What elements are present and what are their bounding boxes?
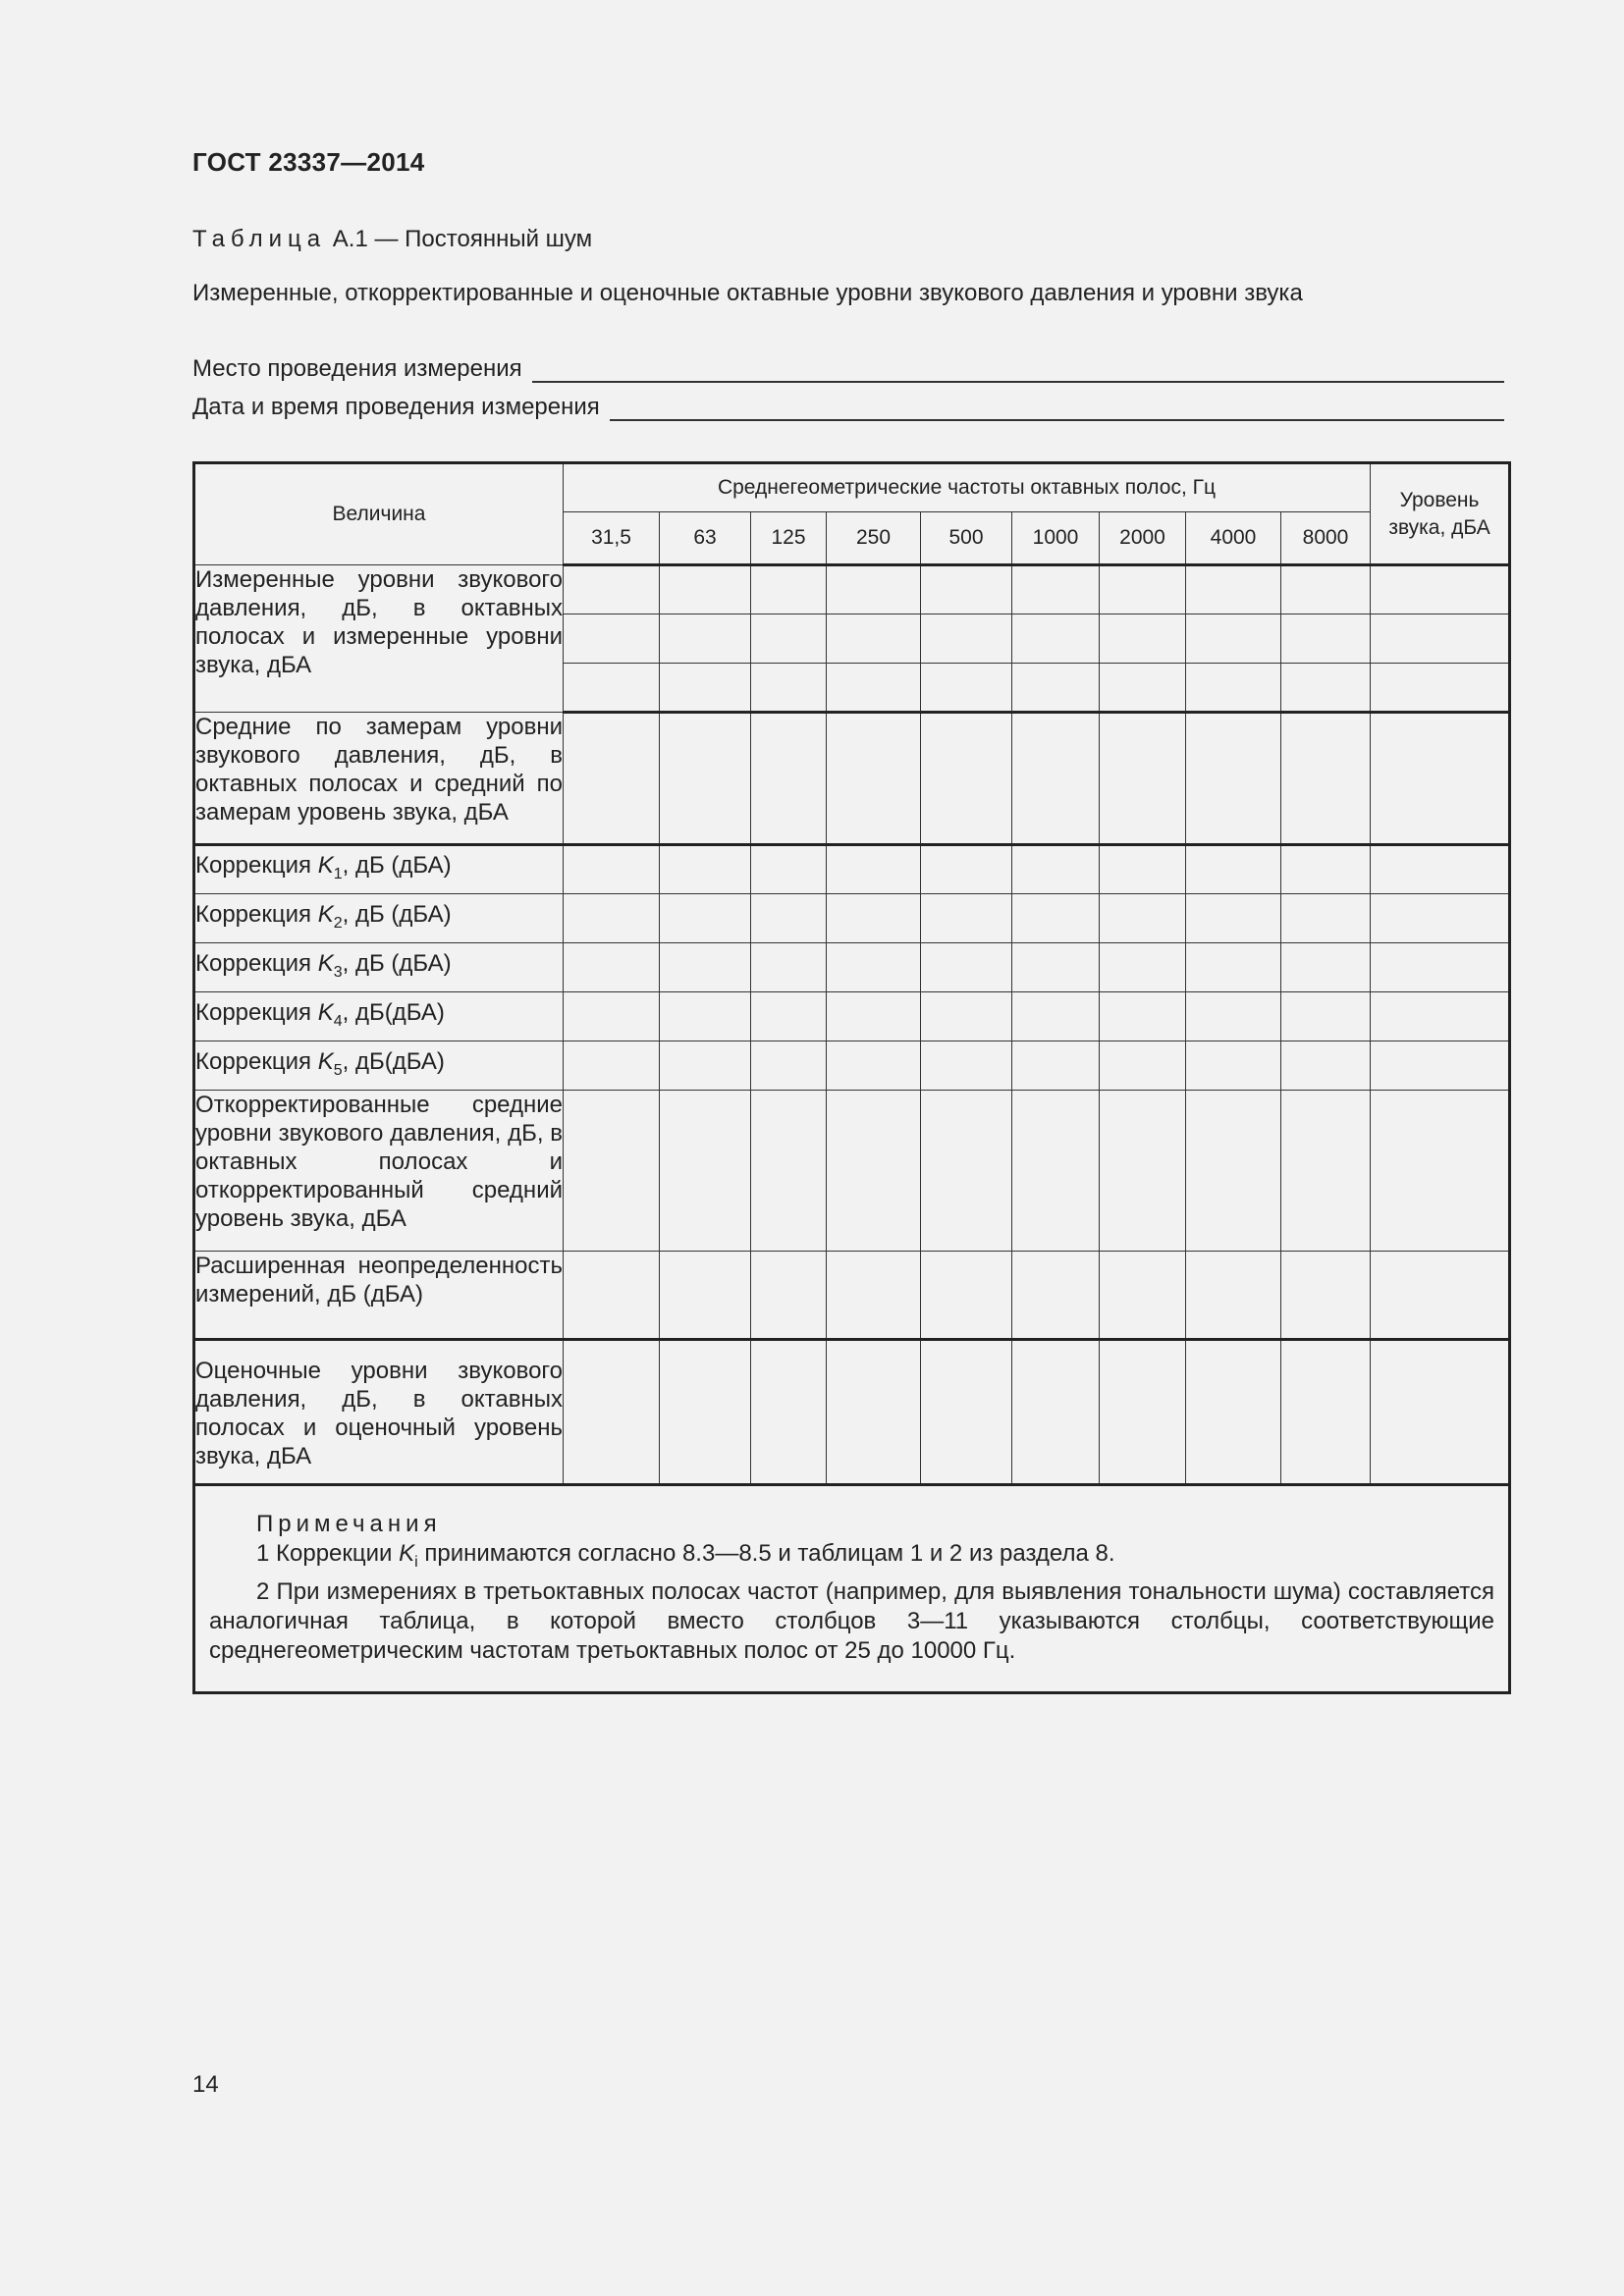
data-cell[interactable] <box>921 1091 1012 1252</box>
data-cell[interactable] <box>660 713 751 845</box>
data-cell[interactable] <box>921 614 1012 664</box>
data-cell[interactable] <box>1100 664 1186 713</box>
data-cell[interactable] <box>1100 1041 1186 1091</box>
frequency-header: 8000 <box>1281 512 1371 565</box>
data-cell[interactable] <box>1281 992 1371 1041</box>
data-cell[interactable] <box>660 943 751 992</box>
note-2: 2 При измерениях в третьоктавных полосах частот (например, для выявления тональности шума) составляется аналогичная таблица, в которой вместо столбцов 3—11 указываются столбцы, соответствующие среднегеометрическим частотам третьоктавных полос от 25 до 10000 Гц. <box>209 1577 1495 1664</box>
row-label-correction-k5: Коррекция $K_5$, дБ(дБА) <box>194 1041 564 1091</box>
data-cell[interactable] <box>1281 1340 1371 1485</box>
data-cell[interactable] <box>921 565 1012 614</box>
data-cell[interactable] <box>1012 1340 1100 1485</box>
table-subtitle: Измеренные, откорректированные и оценочные октавные уровни звукового давления и уровни звука <box>192 280 1303 306</box>
data-cell[interactable] <box>921 1041 1012 1091</box>
data-cell[interactable] <box>1371 894 1510 943</box>
row-label-average-levels: Средние по замерам уровни звукового давления, дБ, в октавных полосах и средний по замерам уровень звука, дБА <box>194 713 564 845</box>
data-cell[interactable] <box>564 845 660 894</box>
data-cell[interactable] <box>1012 1041 1100 1091</box>
data-cell[interactable] <box>1186 943 1281 992</box>
data-cell[interactable] <box>1012 845 1100 894</box>
data-cell[interactable] <box>1281 894 1371 943</box>
data-cell[interactable] <box>1281 845 1371 894</box>
column-header-quantity: Величина <box>194 463 564 565</box>
data-cell[interactable] <box>1100 894 1186 943</box>
data-cell[interactable] <box>1281 614 1371 664</box>
data-cell[interactable] <box>751 992 827 1041</box>
data-cell[interactable] <box>827 943 921 992</box>
row-label-correction-k3: Коррекция $K_3$, дБ (дБА) <box>194 943 564 992</box>
data-cell[interactable] <box>1371 1041 1510 1091</box>
data-cell[interactable] <box>660 1252 751 1340</box>
table-caption-title: — Постоянный шум <box>374 226 593 252</box>
data-cell[interactable] <box>1186 1041 1281 1091</box>
data-cell[interactable] <box>660 614 751 664</box>
data-cell[interactable] <box>1100 845 1186 894</box>
data-cell[interactable] <box>827 992 921 1041</box>
data-cell[interactable] <box>921 713 1012 845</box>
document-code: ГОСТ 23337—2014 <box>192 147 425 177</box>
data-cell[interactable] <box>564 943 660 992</box>
row-label-correction-k1: Коррекция $K_1$, дБ (дБА) <box>194 845 564 894</box>
data-cell[interactable] <box>921 943 1012 992</box>
frequency-header: 2000 <box>1100 512 1186 565</box>
data-cell[interactable] <box>1371 664 1510 713</box>
table-caption <box>192 226 592 253</box>
data-cell[interactable] <box>1186 894 1281 943</box>
data-cell[interactable] <box>827 664 921 713</box>
data-cell[interactable] <box>660 845 751 894</box>
data-cell[interactable] <box>827 1091 921 1252</box>
data-cell[interactable] <box>1100 1340 1186 1485</box>
frequency-header: 125 <box>751 512 827 565</box>
data-cell[interactable] <box>1281 664 1371 713</box>
data-cell[interactable] <box>1012 1252 1100 1340</box>
row-label-correction-k4: Коррекция $K_4$, дБ(дБА) <box>194 992 564 1041</box>
data-cell[interactable] <box>751 943 827 992</box>
data-cell[interactable] <box>1371 943 1510 992</box>
data-cell[interactable] <box>1100 1252 1186 1340</box>
table-caption-number: А.1 <box>332 226 368 252</box>
data-cell[interactable] <box>564 992 660 1041</box>
data-cell[interactable] <box>751 1252 827 1340</box>
data-cell[interactable] <box>1186 1340 1281 1485</box>
data-cell[interactable] <box>1371 614 1510 664</box>
data-cell[interactable] <box>564 1091 660 1252</box>
data-cell[interactable] <box>1100 943 1186 992</box>
data-cell[interactable] <box>564 894 660 943</box>
data-cell[interactable] <box>1012 614 1100 664</box>
frequency-header: 63 <box>660 512 751 565</box>
frequency-header: 4000 <box>1186 512 1281 565</box>
notes-title: Примечания <box>256 1511 442 1537</box>
data-cell[interactable] <box>751 1340 827 1485</box>
data-cell[interactable] <box>1186 565 1281 614</box>
data-cell[interactable] <box>1371 992 1510 1041</box>
data-cell[interactable] <box>1012 943 1100 992</box>
data-cell[interactable] <box>751 894 827 943</box>
data-cell[interactable] <box>751 1091 827 1252</box>
data-cell[interactable] <box>1186 845 1281 894</box>
data-cell[interactable] <box>1186 713 1281 845</box>
data-cell[interactable] <box>1371 713 1510 845</box>
data-cell[interactable] <box>1281 565 1371 614</box>
measurement-datetime-label: Дата и время проведения измерения <box>192 394 600 420</box>
data-cell[interactable] <box>827 565 921 614</box>
data-cell[interactable] <box>751 713 827 845</box>
measurement-place-blank[interactable] <box>532 359 1504 383</box>
data-cell[interactable] <box>1012 713 1100 845</box>
data-cell[interactable] <box>564 565 660 614</box>
data-cell[interactable] <box>1186 992 1281 1041</box>
data-cell[interactable] <box>1100 992 1186 1041</box>
data-cell[interactable] <box>1186 664 1281 713</box>
data-cell[interactable] <box>1281 1252 1371 1340</box>
data-cell[interactable] <box>827 713 921 845</box>
table-notes <box>194 1485 1510 1693</box>
table-caption-prefix: Таблица <box>192 226 327 252</box>
data-cell[interactable] <box>751 1041 827 1091</box>
column-header-sound-level: Уровень звука, дБА <box>1371 463 1510 565</box>
row-label-correction-k2: Коррекция $K_2$, дБ (дБА) <box>194 894 564 943</box>
data-cell[interactable] <box>921 1252 1012 1340</box>
data-cell[interactable] <box>827 1252 921 1340</box>
data-cell[interactable] <box>660 992 751 1041</box>
data-cell[interactable] <box>660 664 751 713</box>
data-cell[interactable] <box>660 1041 751 1091</box>
data-cell[interactable] <box>751 664 827 713</box>
data-cell[interactable] <box>751 565 827 614</box>
data-cell[interactable] <box>1186 1252 1281 1340</box>
data-cell[interactable] <box>1100 713 1186 845</box>
data-cell[interactable] <box>564 713 660 845</box>
data-cell[interactable] <box>1371 1091 1510 1252</box>
data-cell[interactable] <box>1012 992 1100 1041</box>
data-cell[interactable] <box>564 664 660 713</box>
data-cell[interactable] <box>660 894 751 943</box>
frequency-header: 31,5 <box>564 512 660 565</box>
data-cell[interactable] <box>1012 894 1100 943</box>
frequency-header: 250 <box>827 512 921 565</box>
measurement-place-line <box>192 355 1504 383</box>
data-cell[interactable] <box>827 614 921 664</box>
data-cell[interactable] <box>827 894 921 943</box>
data-cell[interactable] <box>1371 1252 1510 1340</box>
data-cell[interactable] <box>1371 1340 1510 1485</box>
data-cell[interactable] <box>660 1091 751 1252</box>
data-cell[interactable] <box>660 1340 751 1485</box>
data-cell[interactable] <box>1371 845 1510 894</box>
frequency-header: 1000 <box>1012 512 1100 565</box>
data-cell[interactable] <box>921 894 1012 943</box>
data-cell[interactable] <box>1186 614 1281 664</box>
noise-measurement-table <box>192 461 1511 1694</box>
data-cell[interactable] <box>751 845 827 894</box>
data-cell[interactable] <box>564 1252 660 1340</box>
data-cell[interactable] <box>827 1041 921 1091</box>
data-cell[interactable] <box>1281 713 1371 845</box>
measurement-datetime-line <box>192 394 1504 421</box>
data-cell[interactable] <box>1186 1091 1281 1252</box>
row-label-corrected-levels: Откорректированные средние уровни звукового давления, дБ, в октавных полосах и откорректированный средний уровень звука, дБА <box>194 1091 564 1252</box>
measurement-datetime-blank[interactable] <box>610 398 1504 421</box>
data-cell[interactable] <box>921 664 1012 713</box>
data-cell[interactable] <box>1281 1091 1371 1252</box>
data-cell[interactable] <box>1100 1091 1186 1252</box>
row-label-uncertainty: Расширенная неопределенность измерений, дБ (дБА) <box>194 1252 564 1340</box>
data-cell[interactable] <box>1281 943 1371 992</box>
data-cell[interactable] <box>1371 565 1510 614</box>
data-cell[interactable] <box>921 845 1012 894</box>
data-cell[interactable] <box>827 845 921 894</box>
data-cell[interactable] <box>751 614 827 664</box>
note-1: 1 Коррекции $K_i$ принимаются согласно 8.3—8.5 и таблицам 1 и 2 из раздела 8. <box>256 1540 1115 1571</box>
data-cell[interactable] <box>1100 565 1186 614</box>
row-label-measured-levels: Измеренные уровни звукового давления, дБ, в октавных полосах и измеренные уровни звука, дБА <box>194 565 564 713</box>
data-cell[interactable] <box>1100 614 1186 664</box>
data-cell[interactable] <box>564 614 660 664</box>
data-cell[interactable] <box>921 992 1012 1041</box>
data-cell[interactable] <box>1012 565 1100 614</box>
data-cell[interactable] <box>827 1340 921 1485</box>
measurement-place-label: Место проведения измерения <box>192 355 522 382</box>
data-cell[interactable] <box>1012 1091 1100 1252</box>
page-number: 14 <box>192 2071 219 2098</box>
data-cell[interactable] <box>1012 664 1100 713</box>
row-label-rating-levels: Оценочные уровни звукового давления, дБ, в октавных полосах и оценочный уровень звука, дБА <box>194 1340 564 1485</box>
data-cell[interactable] <box>564 1340 660 1485</box>
data-cell[interactable] <box>564 1041 660 1091</box>
column-header-frequencies: Среднегеометрические частоты октавных полос, Гц <box>564 463 1371 512</box>
data-cell[interactable] <box>1281 1041 1371 1091</box>
data-cell[interactable] <box>921 1340 1012 1485</box>
data-cell[interactable] <box>660 565 751 614</box>
frequency-header: 500 <box>921 512 1012 565</box>
